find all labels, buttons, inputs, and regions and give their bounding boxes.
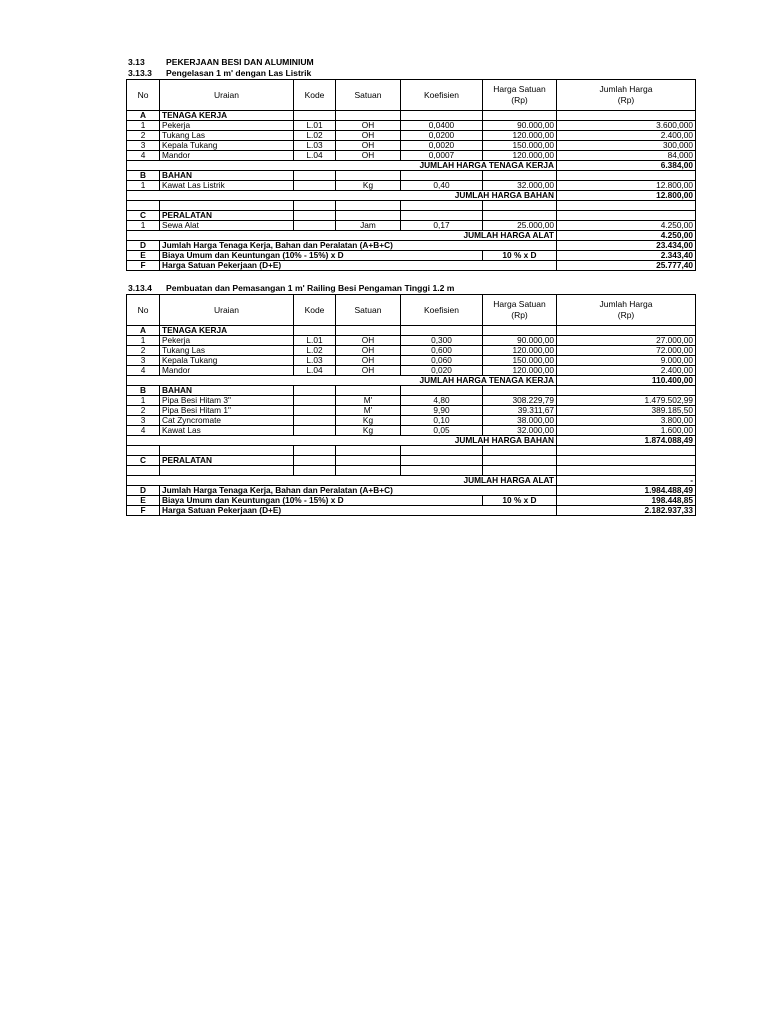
column-header-harga-satuan: [483, 80, 557, 111]
item-koefisien: 0,300: [401, 336, 483, 346]
summary-code: F: [127, 506, 160, 516]
column-header-uraian-line: Uraian: [213, 304, 240, 315]
summary-code: E: [127, 251, 160, 261]
blank-row: [127, 466, 696, 476]
item-koefisien: 0,0020: [401, 141, 483, 151]
subsection-number: 3.13.3: [128, 68, 152, 78]
item-row: [127, 141, 696, 151]
item-satuan: M': [336, 396, 401, 406]
item-kode: [294, 181, 336, 191]
item-uraian: Tukang Las: [160, 346, 294, 356]
column-header-jumlah-harga-unit: (Rp): [617, 310, 635, 320]
summary-row: [127, 486, 696, 496]
column-header-harga-satuan: [483, 295, 557, 326]
item-uraian: Kawat Las: [160, 426, 294, 436]
category-code: B: [127, 171, 160, 181]
item-no: 1: [127, 221, 160, 231]
empty-cell: [294, 386, 336, 396]
empty-cell: [294, 446, 336, 456]
item-no: 2: [127, 346, 160, 356]
item-row: [127, 416, 696, 426]
item-jumlah-harga: 9.000,00: [557, 356, 696, 366]
item-kode: L.02: [294, 131, 336, 141]
item-harga-satuan: 90.000,00: [483, 336, 557, 346]
item-jumlah-harga: 27.000,00: [557, 336, 696, 346]
item-kode: [294, 406, 336, 416]
subtotal-label: JUMLAH HARGA BAHAN: [160, 191, 557, 201]
category-label: TENAGA KERJA: [160, 111, 294, 121]
empty-cell: [336, 466, 401, 476]
item-harga-satuan: 120.000,00: [483, 366, 557, 376]
item-row: [127, 356, 696, 366]
column-header-jumlah-harga-line: Jumlah Harga: [599, 299, 653, 309]
empty-cell: [336, 201, 401, 211]
header-row: [127, 80, 696, 111]
item-jumlah-harga: 300,000: [557, 141, 696, 151]
empty-cell: [483, 211, 557, 221]
item-uraian: Kepala Tukang: [160, 141, 294, 151]
empty-cell: [483, 466, 557, 476]
item-satuan: OH: [336, 131, 401, 141]
item-koefisien: 0,0200: [401, 131, 483, 141]
item-no: 4: [127, 366, 160, 376]
item-kode: L.02: [294, 346, 336, 356]
item-satuan: OH: [336, 356, 401, 366]
item-no: 3: [127, 356, 160, 366]
item-no: 1: [127, 121, 160, 131]
empty-cell: [336, 386, 401, 396]
category-row: [127, 171, 696, 181]
category-row: [127, 326, 696, 336]
summary-value: 2.343,40: [557, 251, 696, 261]
item-uraian: Tukang Las: [160, 131, 294, 141]
subtotal-row: [127, 161, 696, 171]
empty-cell: [127, 446, 160, 456]
header-row: [127, 295, 696, 326]
item-koefisien: 4,80: [401, 396, 483, 406]
column-header-jumlah-harga: [557, 80, 696, 111]
item-no: 1: [127, 396, 160, 406]
summary-label: Harga Satuan Pekerjaan (D+E): [160, 506, 557, 516]
item-koefisien: 0,40: [401, 181, 483, 191]
empty-cell: [127, 201, 160, 211]
item-harga-satuan: 150.000,00: [483, 356, 557, 366]
item-harga-satuan: 39.311,67: [483, 406, 557, 416]
item-jumlah-harga: 389.185,50: [557, 406, 696, 416]
column-header-kode: [294, 295, 336, 326]
empty-cell: [336, 211, 401, 221]
item-no: 2: [127, 131, 160, 141]
column-header-harga-satuan-unit: (Rp): [511, 95, 528, 105]
column-header-no-line: No: [137, 304, 149, 315]
summary-code: D: [127, 241, 160, 251]
summary-code: D: [127, 486, 160, 496]
column-header-kode-line: Kode: [304, 304, 325, 315]
item-satuan: OH: [336, 141, 401, 151]
item-row: [127, 221, 696, 231]
item-jumlah-harga: 2.400,00: [557, 366, 696, 376]
subtotal-value: 1.874.088,49: [557, 436, 696, 446]
empty-cell: [483, 386, 557, 396]
blank-row: [127, 446, 696, 456]
subtotal-row: [127, 436, 696, 446]
item-jumlah-harga: 84,000: [557, 151, 696, 161]
empty-cell: [127, 376, 160, 386]
empty-cell: [336, 456, 401, 466]
summary-row: [127, 506, 696, 516]
item-kode: [294, 221, 336, 231]
item-harga-satuan: 38.000,00: [483, 416, 557, 426]
item-satuan: Kg: [336, 426, 401, 436]
category-row: [127, 111, 696, 121]
subsection-number: 3.13.4: [128, 283, 152, 293]
category-label: PERALATAN: [160, 211, 294, 221]
empty-cell: [557, 201, 696, 211]
item-kode: [294, 396, 336, 406]
item-jumlah-harga: 72.000,00: [557, 346, 696, 356]
empty-cell: [336, 111, 401, 121]
item-row: [127, 346, 696, 356]
column-header-jumlah-harga-unit: (Rp): [617, 95, 635, 105]
summary-label: Harga Satuan Pekerjaan (D+E): [160, 261, 557, 271]
item-row: [127, 181, 696, 191]
column-header-jumlah-harga-line: Jumlah Harga: [599, 84, 653, 94]
item-jumlah-harga: 3.600,000: [557, 121, 696, 131]
summary-formula: 10 % x D: [483, 496, 557, 506]
summary-label: Jumlah Harga Tenaga Kerja, Bahan dan Peralatan (A+B+C): [160, 241, 557, 251]
item-harga-satuan: 120.000,00: [483, 151, 557, 161]
empty-cell: [483, 456, 557, 466]
empty-cell: [557, 446, 696, 456]
item-uraian: Pekerja: [160, 336, 294, 346]
empty-cell: [160, 201, 294, 211]
empty-cell: [557, 386, 696, 396]
item-no: 4: [127, 151, 160, 161]
subtotal-value: 12.800,00: [557, 191, 696, 201]
cost-analysis-table-2: [126, 294, 696, 516]
empty-cell: [336, 326, 401, 336]
summary-value: 25.777,40: [557, 261, 696, 271]
summary-label: Jumlah Harga Tenaga Kerja, Bahan dan Peralatan (A+B+C): [160, 486, 557, 496]
empty-cell: [294, 326, 336, 336]
empty-cell: [557, 466, 696, 476]
subtotal-label: JUMLAH HARGA TENAGA KERJA: [160, 376, 557, 386]
summary-row: [127, 251, 696, 261]
item-satuan: OH: [336, 366, 401, 376]
item-satuan: OH: [336, 336, 401, 346]
item-row: [127, 366, 696, 376]
summary-value: 1.984.488,49: [557, 486, 696, 496]
item-uraian: Cat Zyncromate: [160, 416, 294, 426]
column-header-no: [127, 295, 160, 326]
column-header-harga-satuan-line: Harga Satuan: [493, 299, 546, 309]
column-header-kode: [294, 80, 336, 111]
empty-cell: [127, 436, 160, 446]
item-jumlah-harga: 3.800,00: [557, 416, 696, 426]
item-no: 3: [127, 141, 160, 151]
item-uraian: Mandor: [160, 366, 294, 376]
item-koefisien: 9,90: [401, 406, 483, 416]
item-satuan: Jam: [336, 221, 401, 231]
category-code: A: [127, 111, 160, 121]
subtotal-row: [127, 476, 696, 486]
section-title: PEKERJAAN BESI DAN ALUMINIUM: [166, 57, 314, 67]
item-koefisien: 0,05: [401, 426, 483, 436]
empty-cell: [483, 446, 557, 456]
empty-cell: [483, 201, 557, 211]
empty-cell: [401, 386, 483, 396]
item-harga-satuan: 308.229,79: [483, 396, 557, 406]
summary-value: 198.448,85: [557, 496, 696, 506]
item-kode: L.04: [294, 151, 336, 161]
empty-cell: [401, 211, 483, 221]
item-kode: L.04: [294, 366, 336, 376]
subtotal-value: 4.250,00: [557, 231, 696, 241]
empty-cell: [401, 446, 483, 456]
item-kode: L.01: [294, 336, 336, 346]
empty-cell: [401, 201, 483, 211]
subtotal-value: 110.400,00: [557, 376, 696, 386]
section-number: 3.13: [128, 57, 145, 67]
category-label: BAHAN: [160, 386, 294, 396]
item-no: 2: [127, 406, 160, 416]
item-satuan: Kg: [336, 181, 401, 191]
empty-cell: [557, 171, 696, 181]
item-koefisien: 0,600: [401, 346, 483, 356]
item-uraian: Mandor: [160, 151, 294, 161]
item-uraian: Kawat Las Listrik: [160, 181, 294, 191]
category-label: TENAGA KERJA: [160, 326, 294, 336]
item-harga-satuan: 25.000,00: [483, 221, 557, 231]
item-uraian: Pekerja: [160, 121, 294, 131]
column-header-uraian: [160, 80, 294, 111]
category-code: A: [127, 326, 160, 336]
column-header-satuan-line: Satuan: [354, 89, 382, 100]
subtotal-row: [127, 231, 696, 241]
column-header-no: [127, 80, 160, 111]
empty-cell: [160, 466, 294, 476]
item-no: 1: [127, 181, 160, 191]
item-no: 1: [127, 336, 160, 346]
empty-cell: [294, 456, 336, 466]
item-koefisien: 0,17: [401, 221, 483, 231]
empty-cell: [483, 326, 557, 336]
empty-cell: [336, 446, 401, 456]
empty-cell: [294, 466, 336, 476]
item-no: 4: [127, 426, 160, 436]
subtotal-label: JUMLAH HARGA ALAT: [160, 476, 557, 486]
item-harga-satuan: 32.000,00: [483, 426, 557, 436]
category-row: [127, 211, 696, 221]
empty-cell: [557, 456, 696, 466]
item-koefisien: 0,0007: [401, 151, 483, 161]
empty-cell: [127, 191, 160, 201]
empty-cell: [483, 111, 557, 121]
item-row: [127, 396, 696, 406]
item-kode: L.03: [294, 356, 336, 366]
category-label: PERALATAN: [160, 456, 294, 466]
item-kode: L.01: [294, 121, 336, 131]
item-harga-satuan: 120.000,00: [483, 131, 557, 141]
empty-cell: [294, 201, 336, 211]
category-code: C: [127, 211, 160, 221]
category-label: BAHAN: [160, 171, 294, 181]
subtotal-value: 6.384,00: [557, 161, 696, 171]
item-kode: [294, 426, 336, 436]
empty-cell: [401, 171, 483, 181]
empty-cell: [127, 466, 160, 476]
column-header-jumlah-harga: [557, 295, 696, 326]
category-row: [127, 456, 696, 466]
item-uraian: Pipa Besi Hitam 3": [160, 396, 294, 406]
cost-analysis-table-1: [126, 79, 696, 271]
empty-cell: [127, 161, 160, 171]
item-satuan: OH: [336, 346, 401, 356]
summary-label: Biaya Umum dan Keuntungan (10% - 15%) x D: [160, 251, 483, 261]
item-harga-satuan: 32.000,00: [483, 181, 557, 191]
item-no: 3: [127, 416, 160, 426]
item-harga-satuan: 120.000,00: [483, 346, 557, 356]
item-koefisien: 0,020: [401, 366, 483, 376]
item-jumlah-harga: 12.800,00: [557, 181, 696, 191]
item-koefisien: 0,0400: [401, 121, 483, 131]
subtotal-row: [127, 376, 696, 386]
empty-cell: [294, 111, 336, 121]
empty-cell: [127, 476, 160, 486]
item-koefisien: 0,060: [401, 356, 483, 366]
item-kode: [294, 416, 336, 426]
subtotal-label: JUMLAH HARGA TENAGA KERJA: [160, 161, 557, 171]
summary-value: 2.182.937,33: [557, 506, 696, 516]
summary-row: [127, 241, 696, 251]
item-row: [127, 336, 696, 346]
subtotal-label: JUMLAH HARGA ALAT: [160, 231, 557, 241]
item-satuan: M': [336, 406, 401, 416]
column-header-koefisien: [401, 80, 483, 111]
item-koefisien: 0,10: [401, 416, 483, 426]
empty-cell: [294, 211, 336, 221]
column-header-uraian: [160, 295, 294, 326]
subtotal-value: -: [557, 476, 696, 486]
empty-cell: [557, 111, 696, 121]
empty-cell: [160, 446, 294, 456]
item-uraian: Kepala Tukang: [160, 356, 294, 366]
subtotal-label: JUMLAH HARGA BAHAN: [160, 436, 557, 446]
empty-cell: [294, 171, 336, 181]
subtotal-row: [127, 191, 696, 201]
column-header-koefisien: [401, 295, 483, 326]
column-header-uraian-line: Uraian: [213, 89, 240, 100]
item-jumlah-harga: 2.400,00: [557, 131, 696, 141]
item-row: [127, 131, 696, 141]
category-code: C: [127, 456, 160, 466]
summary-formula: 10 % x D: [483, 251, 557, 261]
subsection-title: Pengelasan 1 m' dengan Las Listrik: [166, 68, 312, 78]
category-row: [127, 386, 696, 396]
item-kode: L.03: [294, 141, 336, 151]
column-header-satuan: [336, 80, 401, 111]
column-header-no-line: No: [137, 89, 149, 100]
empty-cell: [401, 326, 483, 336]
item-row: [127, 151, 696, 161]
summary-row: [127, 261, 696, 271]
item-satuan: OH: [336, 121, 401, 131]
empty-cell: [557, 211, 696, 221]
item-row: [127, 406, 696, 416]
summary-label: Biaya Umum dan Keuntungan (10% - 15%) x D: [160, 496, 483, 506]
summary-code: E: [127, 496, 160, 506]
item-harga-satuan: 90.000,00: [483, 121, 557, 131]
column-header-harga-satuan-unit: (Rp): [511, 310, 528, 320]
column-header-harga-satuan-line: Harga Satuan: [493, 84, 546, 94]
empty-cell: [127, 231, 160, 241]
column-header-satuan: [336, 295, 401, 326]
item-jumlah-harga: 4.250,00: [557, 221, 696, 231]
item-uraian: Sewa Alat: [160, 221, 294, 231]
item-harga-satuan: 150.000,00: [483, 141, 557, 151]
column-header-kode-line: Kode: [304, 89, 325, 100]
item-jumlah-harga: 1.600,00: [557, 426, 696, 436]
column-header-koefisien-line: Koefisien: [424, 304, 459, 315]
empty-cell: [401, 456, 483, 466]
item-row: [127, 426, 696, 436]
item-row: [127, 121, 696, 131]
item-uraian: Pipa Besi Hitam 1": [160, 406, 294, 416]
blank-row: [127, 201, 696, 211]
empty-cell: [336, 171, 401, 181]
summary-code: F: [127, 261, 160, 271]
empty-cell: [483, 171, 557, 181]
subsection-title: Pembuatan dan Pemasangan 1 m' Railing Besi Pengaman Tinggi 1.2 m: [166, 283, 455, 293]
empty-cell: [401, 466, 483, 476]
item-jumlah-harga: 1.479.502,99: [557, 396, 696, 406]
empty-cell: [401, 111, 483, 121]
item-satuan: Kg: [336, 416, 401, 426]
column-header-koefisien-line: Koefisien: [424, 89, 459, 100]
item-satuan: OH: [336, 151, 401, 161]
column-header-satuan-line: Satuan: [354, 304, 382, 315]
summary-row: [127, 496, 696, 506]
category-code: B: [127, 386, 160, 396]
summary-value: 23.434,00: [557, 241, 696, 251]
empty-cell: [557, 326, 696, 336]
